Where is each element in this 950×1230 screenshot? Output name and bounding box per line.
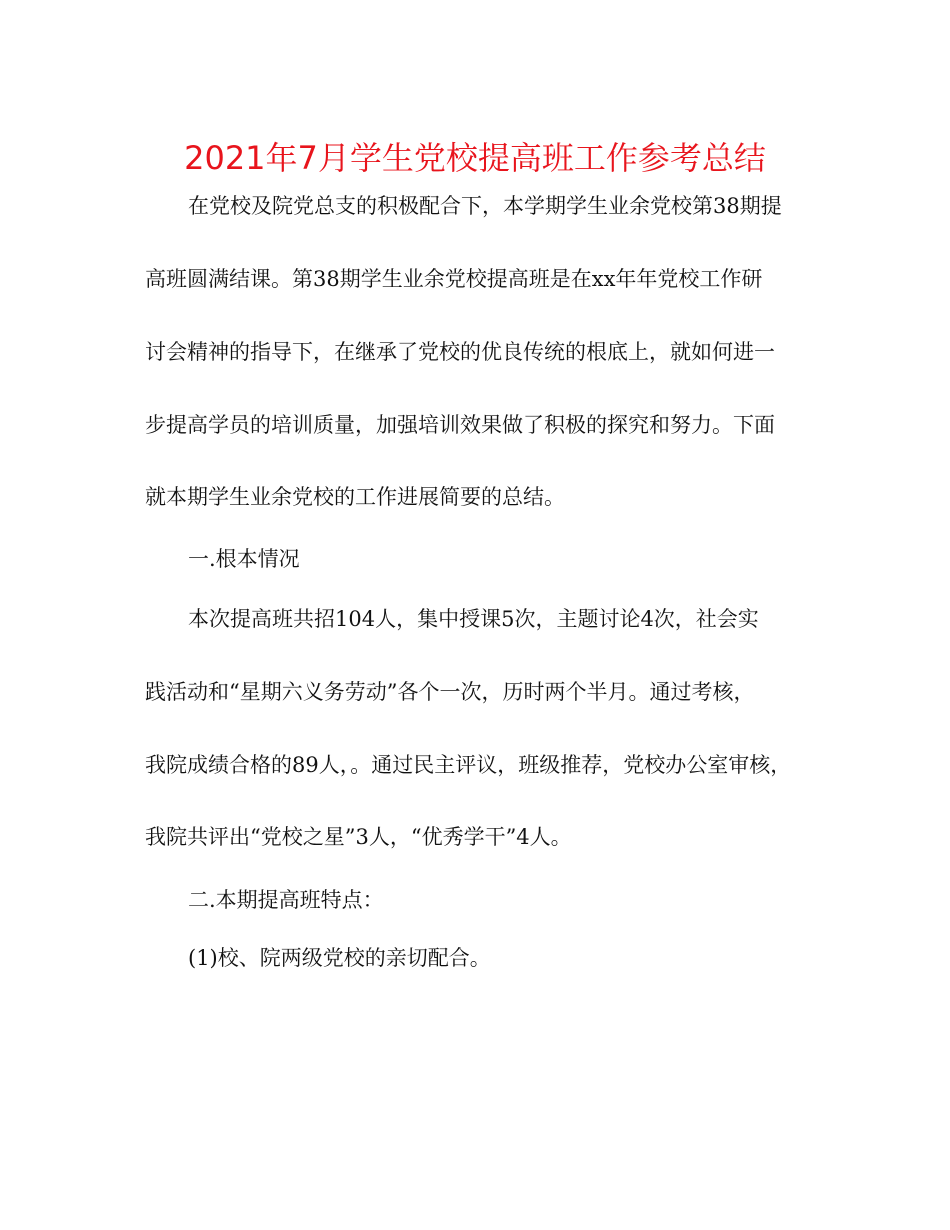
paragraph-line: 讨会精神的指导下，在继承了党校的优良传统的根底上，就如何进一 — [145, 340, 775, 364]
paragraph-line: 践活动和“星期六义务劳动”各个一次，历时两个半月。通过考核， — [145, 680, 755, 704]
document-title: 2021年7月学生党校提高班工作参考总结 — [184, 139, 766, 177]
list-item: (1)校、院两级党校的亲切配合。 — [188, 946, 491, 970]
paragraph-line: 我院共评出“党校之星”3人，“优秀学干”4人。 — [145, 825, 572, 849]
section-heading: 一.根本情况 — [188, 547, 300, 571]
paragraph-line: 就本期学生业余党校的工作进展简要的总结。 — [145, 485, 565, 509]
paragraph-line: 我院成绩合格的89人，。通过民主评议，班级推荐，党校办公室审核， — [145, 753, 792, 777]
paragraph-line: 本次提高班共招104人，集中授课5次，主题讨论4次，社会实 — [188, 607, 759, 631]
paragraph-line: 高班圆满结课。第38期学生业余党校提高班是在xx年年党校工作研 — [145, 267, 763, 291]
paragraph-line: 步提高学员的培训质量，加强培训效果做了积极的探究和努力。下面 — [145, 413, 775, 437]
paragraph-line: 在党校及院党总支的积极配合下，本学期学生业余党校第38期提 — [188, 194, 782, 218]
section-heading: 二.本期提高班特点： — [188, 888, 384, 912]
